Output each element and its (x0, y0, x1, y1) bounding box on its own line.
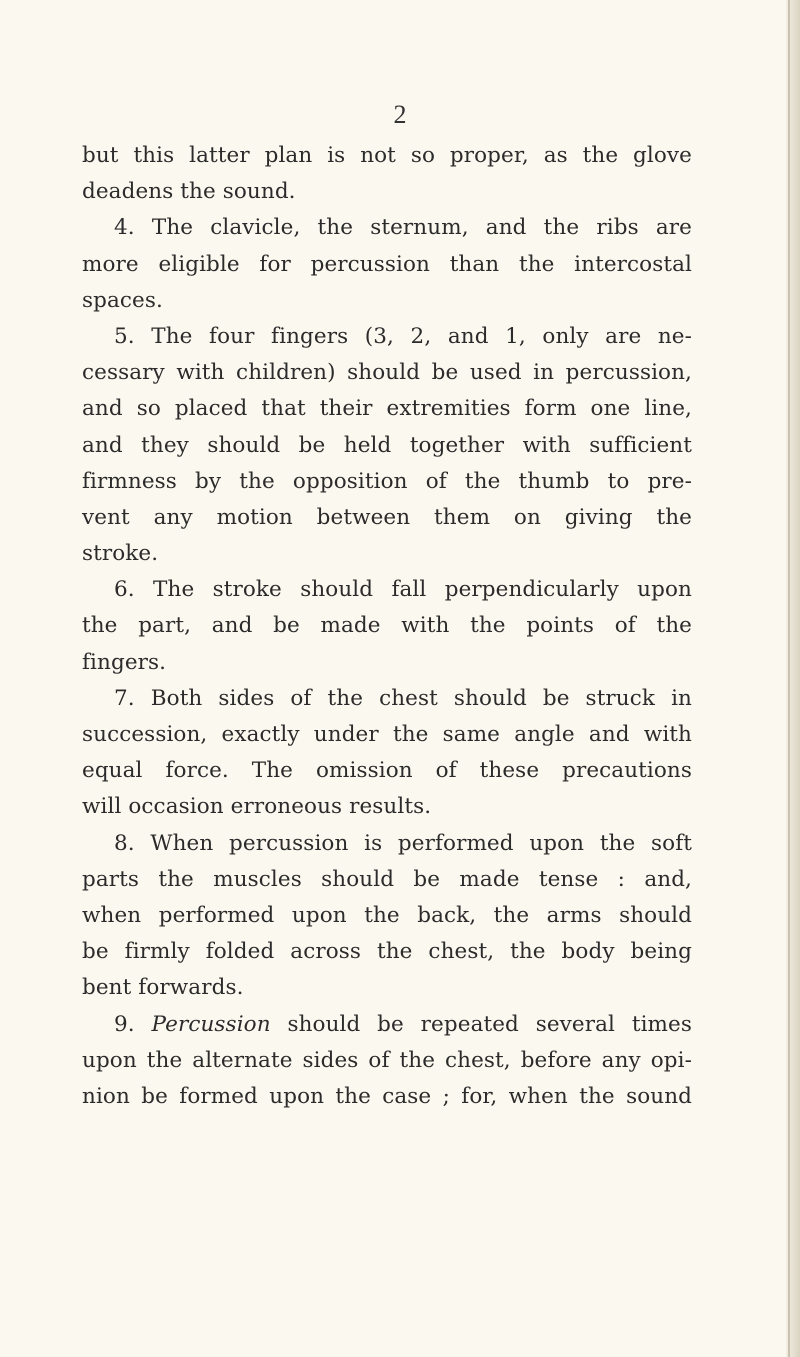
text-line: 6. The stroke should fall perpendicularly upon (114, 577, 692, 603)
text-line: firmness by the opposition of the thumb to pre- (82, 468, 692, 494)
text-line: succession, exactly under the same angle and with (82, 722, 692, 747)
text-line: vent any motion between them on giving the (82, 504, 692, 530)
text-fragment: 9. (114, 1011, 152, 1037)
text-line: the part, and be made with the points of the (82, 613, 692, 639)
text-line: 5. The four fingers (3, 2, and 1, only are ne- (114, 323, 692, 349)
text-line: upon the alternate sides of the chest, before any opi- (82, 1047, 692, 1073)
text-line: nion be formed upon the case ; for, when the sound (82, 1083, 692, 1109)
body-text (82, 138, 692, 1115)
text-line: more eligible for percussion than the intercostal (82, 251, 692, 277)
text-line: and so placed that their extremities form one line, (82, 396, 692, 422)
text-line: 7. Both sides of the chest should be struck in (114, 685, 692, 711)
text-line: 8. When percussion is performed upon the soft (114, 830, 692, 856)
text-line: stroke. (82, 541, 159, 567)
text-line: deadens the sound. (82, 179, 296, 205)
text-line: 4. The clavicle, the sternum, and the ribs are (114, 215, 692, 241)
text-line: cessary with children) should be used in percussion, (82, 360, 692, 386)
text-line: be firmly folded across the chest, the body being (82, 939, 692, 965)
text-line: spaces. (82, 287, 163, 313)
text-line: but this latter plan is not so proper, as the glove (82, 143, 692, 168)
page-number: 2 (393, 100, 407, 129)
text-line: will occasion erroneous results. (82, 794, 432, 820)
text-line: when performed upon the back, the arms should (82, 902, 692, 928)
text-line: bent forwards. (82, 975, 244, 1001)
text-fragment: should be repeated several times (270, 1011, 692, 1037)
text-line: and they should be held together with sufficient (82, 432, 692, 458)
text-line: parts the muscles should be made tense : and, (82, 866, 692, 892)
text-line: fingers. (82, 649, 167, 675)
italic-term: Percussion (151, 1011, 271, 1037)
text-line: equal force. The omission of these precautions (82, 758, 692, 784)
text-line (82, 1007, 692, 1043)
page-edge-shadow (788, 0, 790, 1357)
